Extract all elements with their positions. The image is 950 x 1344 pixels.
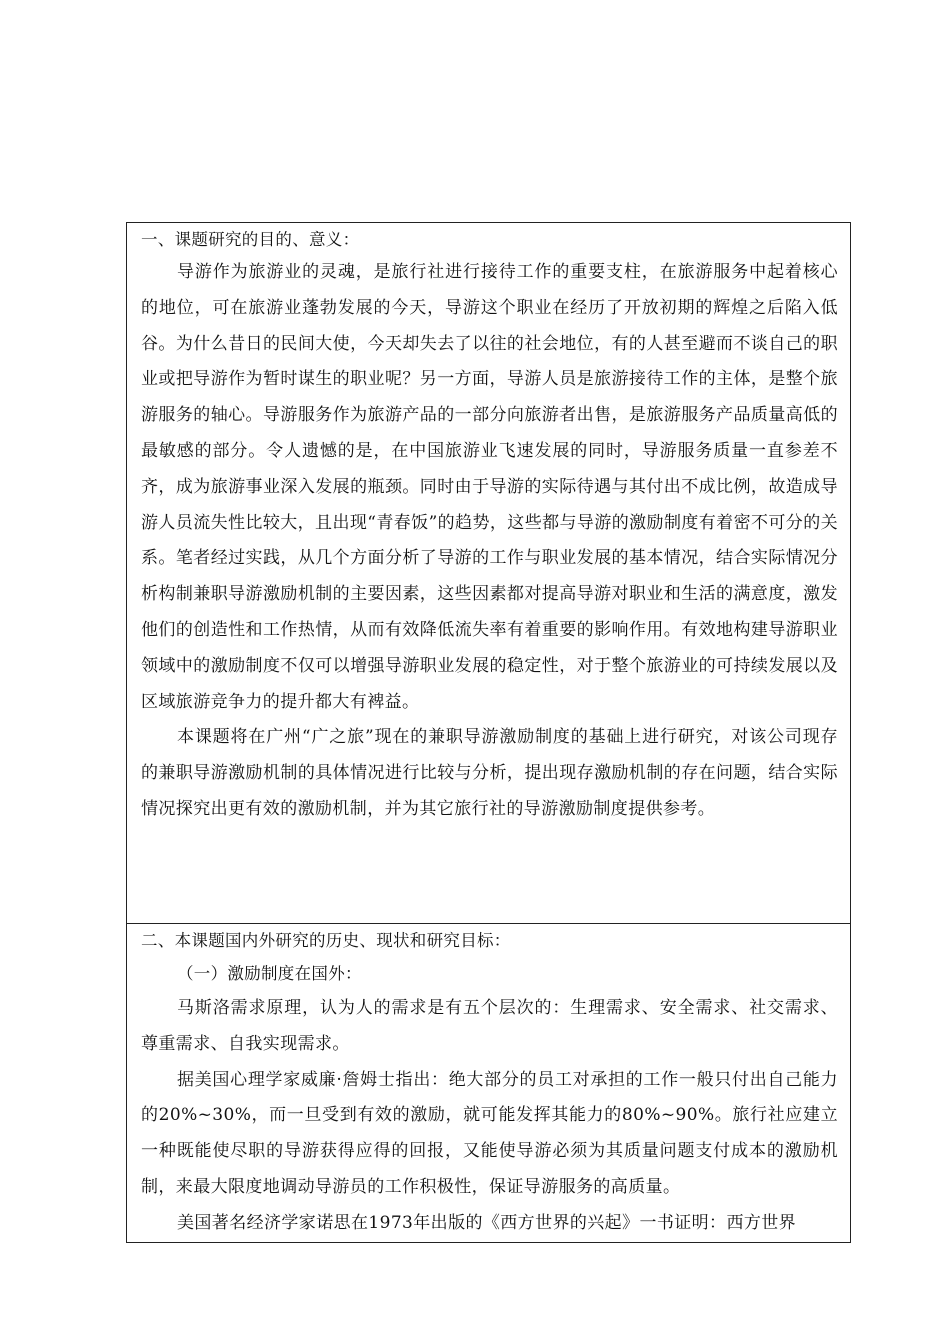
section-heading-purpose: 一、课题研究的目的、意义： (141, 230, 360, 249)
purpose-section-cell (127, 223, 851, 924)
body-paragraph: 导游作为旅游业的灵魂，是旅行社进行接待工作的重要支柱，在旅游服务中起着核心的地位，可在旅游业蓬勃发展的今天，导游这个职业在经历了开放初期的辉煌之后陷入低谷。为什么昔日的民间大使，今天却失去了以往的社会地位，有的人甚至避而不谈自己的职业或把导游作为暂时谋生的职业呢？另一方面，导游人员是旅游接待工作的主体，是整个旅游服务的轴心。导游服务作为旅游产品的一部分向旅游者出售，是旅游服务产品质量高低的最敏感的部分。令人遗憾的是，在中国旅游业飞速发展的同时，导游服务质量一直参差不齐，成为旅游事业深入发展的瓶颈。同时由于导游的实际待遇与其付出不成比例，故造成导游人员流失性比较大，且出现“青春饭”的趋势，这些都与导游的激励制度有着密不可分的关系。笔者经过实践，从几个方面分析了导游的工作与职业发展的基本情况，结合实际情况分析构制兼职导游激励机制的主要因素，这些因素都对提高导游对职业和生活的满意度，激发他们的创造性和工作热情，从而有效降低流失率有着重要的影响作用。有效地构建导游职业领域中的激励制度不仅可以增强导游职业发展的稳定性，对于整个旅游业的可持续发展以及区域旅游竞争力的提升都大有裨益。 (141, 262, 838, 712)
body-paragraph: 本课题将在广州“广之旅”现在的兼职导游激励制度的基础上进行研究，对该公司现存的兼职导游激励机制的具体情况进行比较与分析，提出现存激励机制的存在问题，结合实际情况探究出更有效的激励机制，并为其它旅行社的导游激励制度提供参考。 (141, 727, 838, 819)
body-paragraph: 马斯洛需求原理，认为人的需求是有五个层次的：生理需求、安全需求、社交需求、尊重需求、自我实现需求。 (141, 998, 838, 1054)
body-paragraph: 美国著名经济学家诺思在1973年出版的《西方世界的兴起》一书证明：西方世界 (177, 1212, 797, 1233)
history-section-cell (127, 924, 851, 1243)
table-row (127, 223, 851, 924)
body-paragraph: 据美国心理学家威廉·詹姆士指出：绝大部分的员工对承担的工作一般只付出自己能力的20%~30%，而一旦受到有效的激励，就可能发挥其能力的80%~90%。旅行社应建立一种既能使尽职的导游获得应得的回报，又能使导游必须为其质量问题支付成本的激励机制，来最大限度地调动导游员的工作积极性，保证导游服务的高质量。 (141, 1069, 838, 1197)
section-heading-history: 二、本课题国内外研究的历史、现状和研究目标： (141, 931, 511, 950)
table-row (127, 924, 851, 1243)
subheading-abroad: （一）激励制度在国外： (177, 964, 362, 983)
research-form-table (126, 222, 851, 1243)
